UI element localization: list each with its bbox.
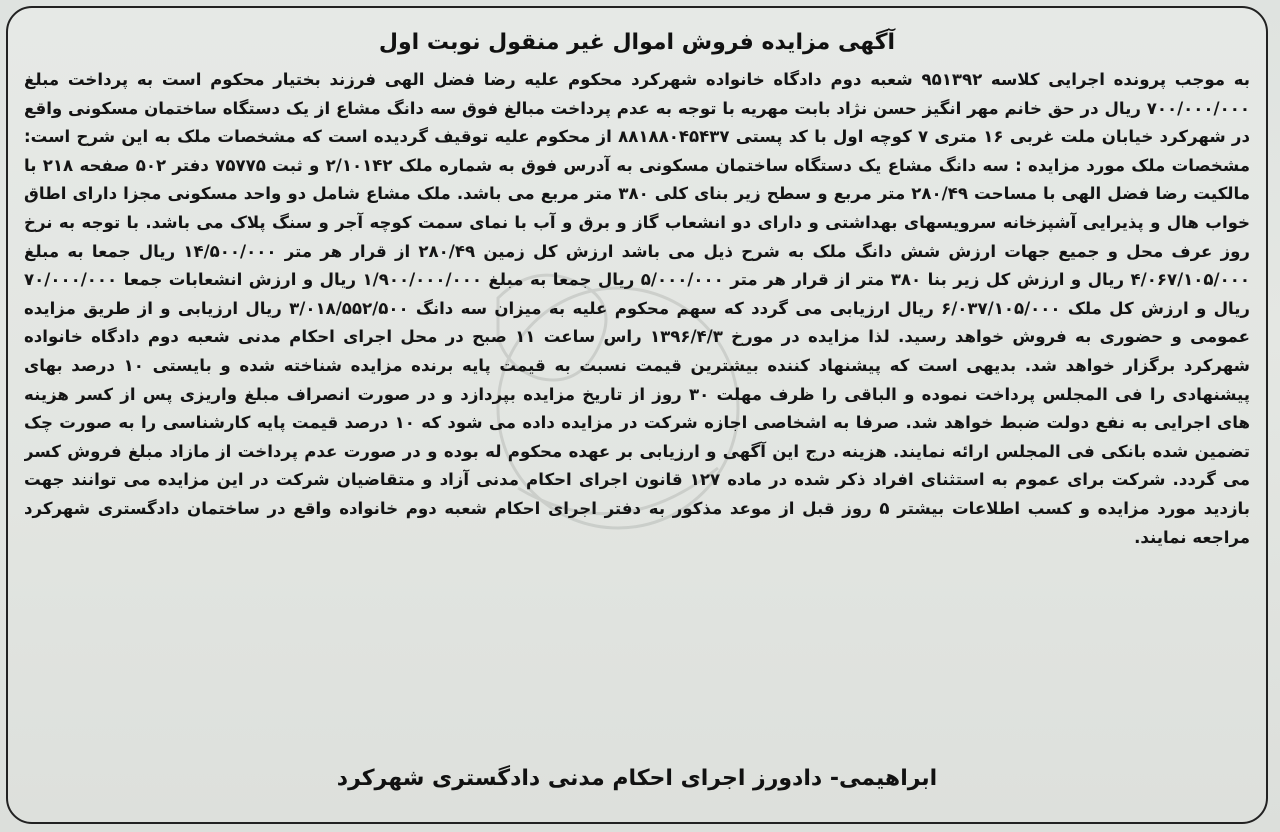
notice-signature: ابراهیمی- دادورز اجرای احکام مدنی دادگستری شهرکرد xyxy=(336,766,938,791)
notice-title: آگهی مزایده فروش اموال غیر منقول نوبت اول xyxy=(378,30,896,55)
notice-body: به موجب پرونده اجرایی کلاسه ۹۵۱۳۹۲ شعبه دوم دادگاه خانواده شهرکرد محکوم علیه رضا فضل الهی فرزند بختیار محکوم است به پرداخت مبلغ ۷۰۰/۰۰۰/۰۰۰ ریال در حق خانم مهر انگیز حسن نژاد بابت مهریه با توجه به عدم پرداخت مبالغ فوق سه دانگ مشاع از یک دستگاه ساختمان مسکونی واقع در شهرکرد خیابان ملت غربی ۱۶ متری ۷ کوچه اول با کد پستی ۸۸۱۸۸۰۴۵۴۳۷ از محکوم علیه توقیف گردیده است که مشخصات ملک به این شرح است: مشخصات ملک مورد مزایده : سه دانگ مشاع یک دستگاه ساختمان مسکونی به آدرس فوق به شماره ملک ۲/۱۰۱۴۲ و ثبت ۷۵۷۷۵ دفتر ۵۰۲ صفحه ۲۱۸ با مالکیت رضا فضل الهی با مساحت ۲۸۰/۴۹ متر مربع و سطح زیر بنای کلی ۳۸۰ متر مربع می باشد. ملک مشاع شامل دو واحد مسکونی مجزا دارای اطاق خواب هال و پذیرایی آشپزخانه سرویسهای بهداشتی و دارای دو انشعاب گاز و برق و آب با نمای سمت کوچه آجر و سنگ پلاک می باشد. با توجه به نرخ روز عرف محل و جمیع جهات ارزش شش دانگ ملک به شرح ذیل می باشد ارزش کل زمین ۲۸۰/۴۹ از قرار هر متر ۱۴/۵۰۰/۰۰۰ ریال جمعا به مبلغ ۴/۰۶۷/۱۰۵/۰۰۰ ریال و ارزش کل زیر بنا ۳۸۰ متر از قرار هر متر ۵/۰۰۰/۰۰۰ ریال جمعا به مبلغ ۱/۹۰۰/۰۰۰/۰۰۰ ریال و ارزش انشعابات جمعا ۷۰/۰۰۰/۰۰۰ ریال و ارزش کل ملک ۶/۰۳۷/۱۰۵/۰۰۰ ریال ارزیابی می گردد که سهم محکوم علیه به میزان سه دانگ ۳/۰۱۸/۵۵۲/۵۰۰ ریال ارزیابی و از طریق مزایده عمومی و حضوری به فروش خواهد رسید. لذا مزایده در مورخ ۱۳۹۶/۴/۳ راس ساعت ۱۱ صبح در محل اجرای احکام مدنی شعبه دوم دادگاه خانواده شهرکرد برگزار خواهد شد. بدیهی است که پیشنهاد کننده بیشترین قیمت نسبت به قیمت پایه برنده مزایده شناخته شده و بایستی ۱۰ درصد بهای پیشنهادی را فی المجلس پرداخت نموده و الباقی را ظرف مهلت ۳۰ روز از تاریخ مزایده بپردازد و در صورت انصراف مبلغ واریزی پس از کسر هزینه های اجرایی به نفع دولت ضبط خواهد شد. صرفا به اشخاصی اجازه شرکت در مزایده داده می شود که ۱۰ درصد قیمت پایه کارشناسی را به صورت چک تضمین شده بانکی فی المجلس ارائه نمایند. هزینه درج این آگهی و ارزیابی بر عهده محکوم له بوده و در صورت عدم پرداخت از مازاد مبلغ فروش کسر می گردد. شرکت برای عموم به استثنای افراد ذکر شده در ماده ۱۲۷ قانون اجرای احکام مدنی آزاد و متقاضیان شرکت در این مزایده می توانند جهت بازدید مورد مزایده و کسب اطلاعات بیشتر ۵ روز قبل از موعد مذکور به دفتر اجرای احکام شعبه دوم خانواده واقع در ساختمان دادگستری شهرکرد مراجعه نمایند. xyxy=(24,70,1250,547)
auction-notice xyxy=(6,6,1268,824)
